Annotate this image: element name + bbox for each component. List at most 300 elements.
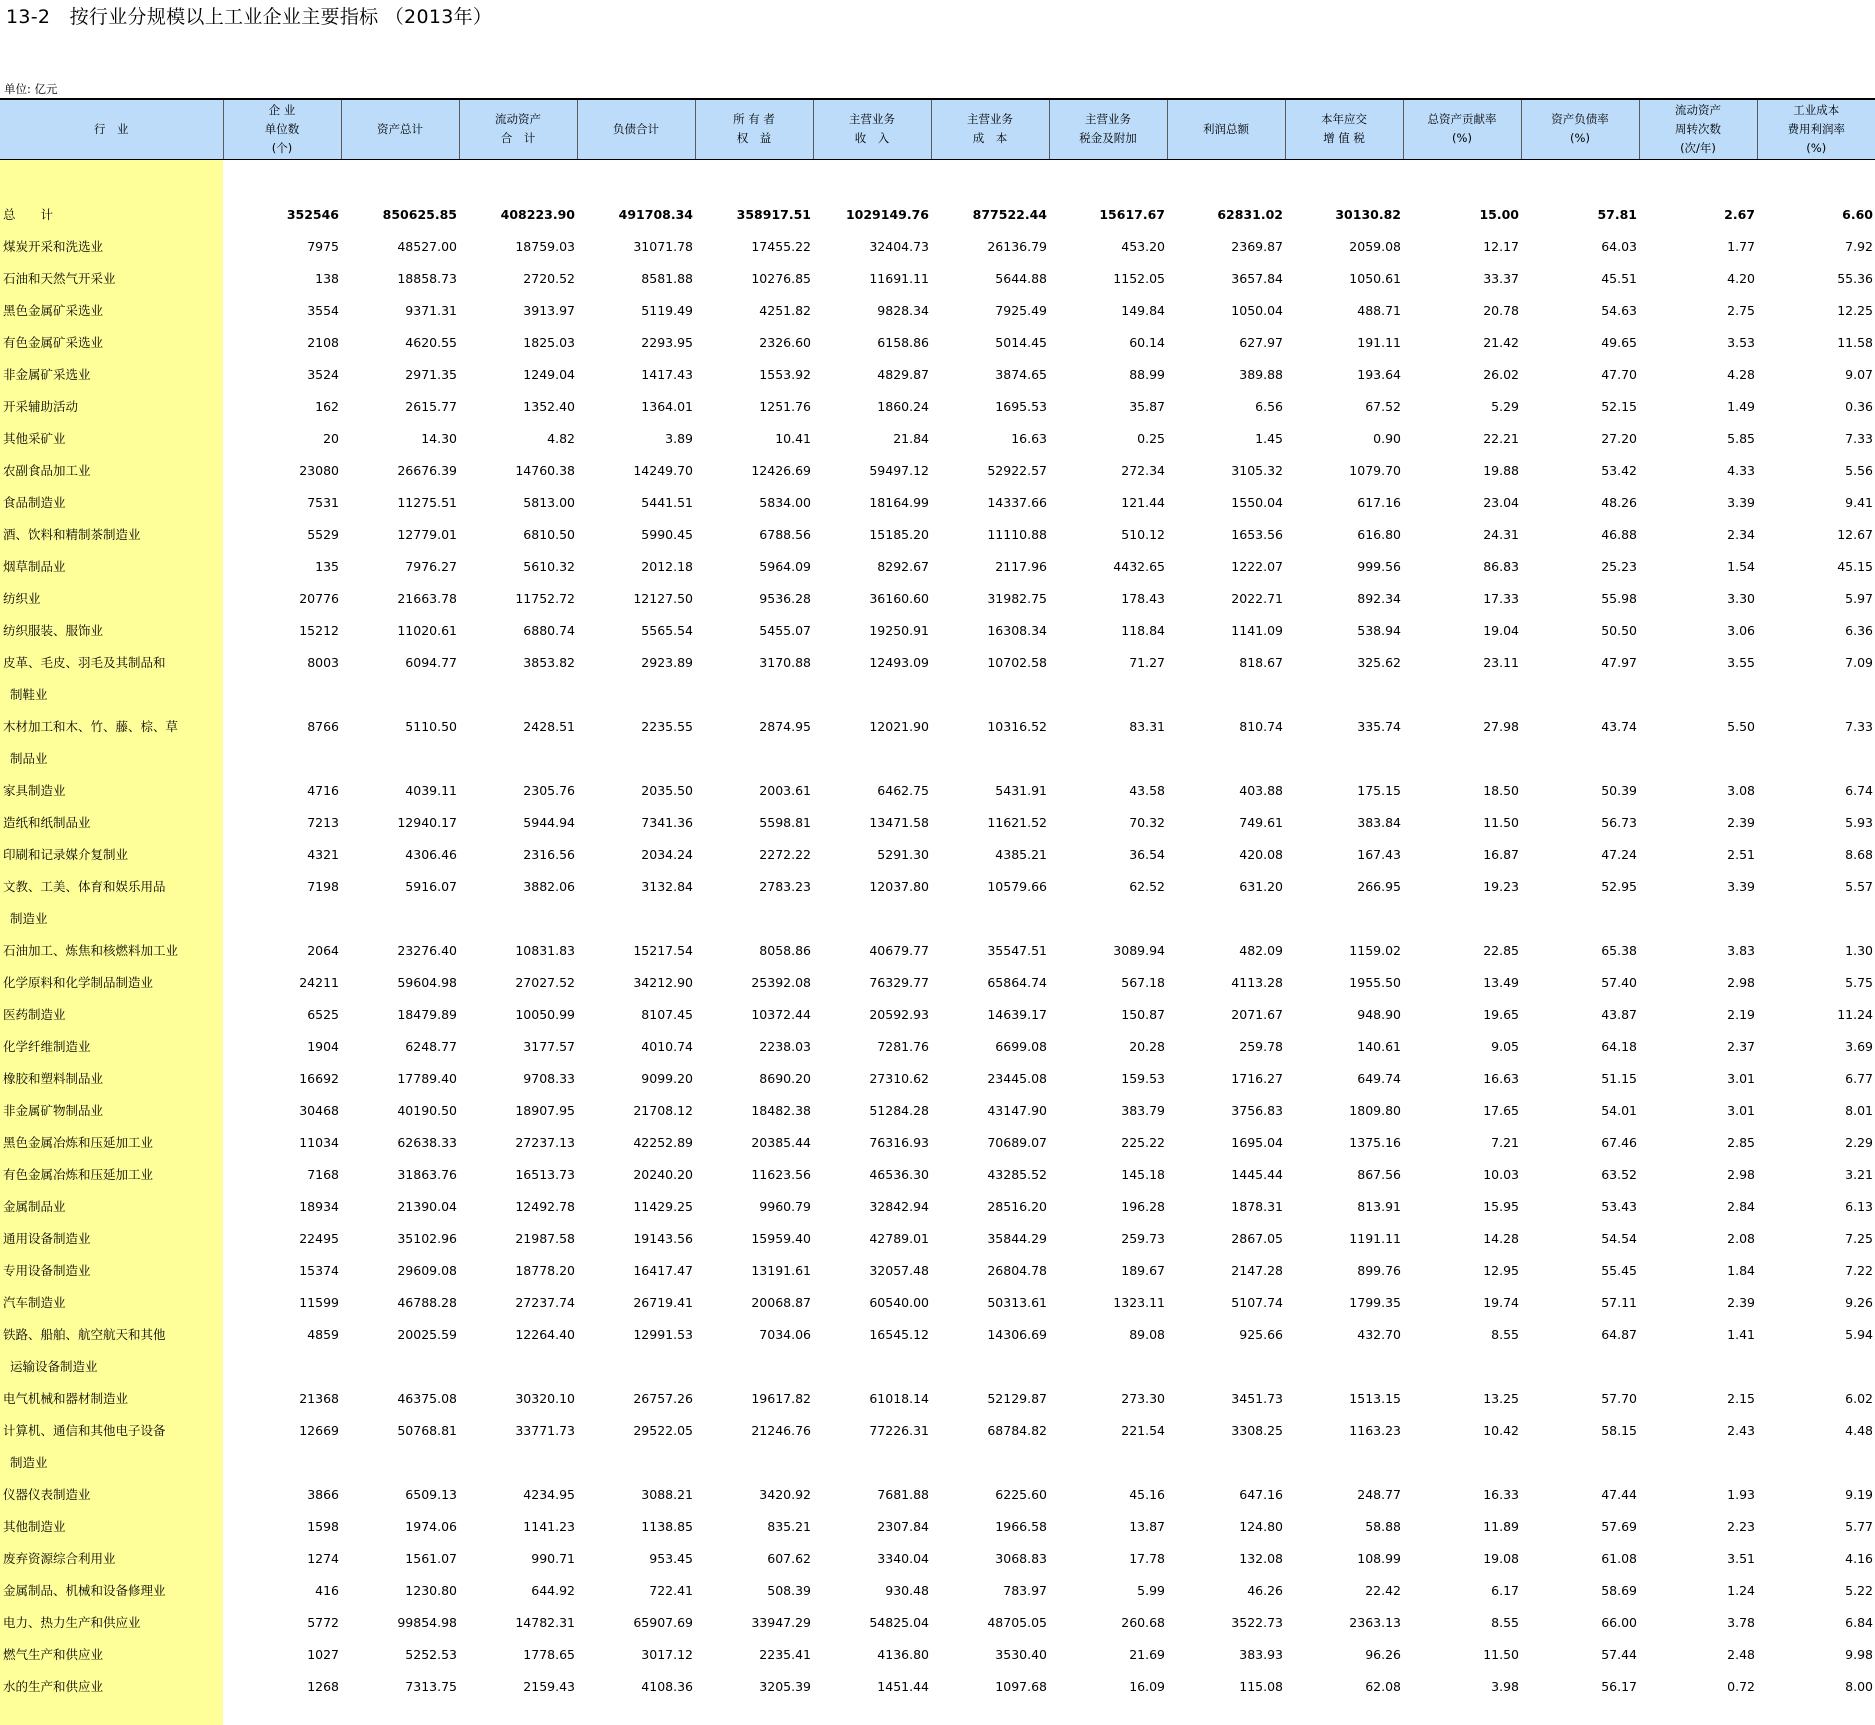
value-cell: 1141.09 bbox=[1231, 623, 1283, 638]
value-cell: 6248.77 bbox=[405, 1039, 457, 1054]
value-cell bbox=[1049, 159, 1167, 199]
value-cell: 6158.86 bbox=[877, 335, 929, 350]
value-cell: 3.55 bbox=[1727, 655, 1755, 670]
value-cell: 17455.22 bbox=[751, 239, 811, 254]
value-cell: 3.39 bbox=[1727, 879, 1755, 894]
column-header bbox=[223, 99, 341, 159]
value-cell bbox=[1757, 1351, 1875, 1383]
value-cell: 6.13 bbox=[1845, 1199, 1873, 1214]
value-cell: 20.78 bbox=[1483, 303, 1519, 318]
value-cell: 23.11 bbox=[1483, 655, 1519, 670]
value-cell: 33771.73 bbox=[515, 1423, 575, 1438]
value-cell: 5.22 bbox=[1845, 1583, 1873, 1598]
value-cell: 67.46 bbox=[1601, 1135, 1637, 1150]
value-cell: 5431.91 bbox=[995, 783, 1047, 798]
value-cell: 416 bbox=[315, 1583, 339, 1598]
value-cell: 1222.07 bbox=[1231, 559, 1283, 574]
value-cell: 54825.04 bbox=[869, 1615, 929, 1630]
value-cell: 55.98 bbox=[1601, 591, 1637, 606]
value-cell: 42789.01 bbox=[869, 1231, 929, 1246]
value-cell: 7531 bbox=[307, 495, 339, 510]
value-cell: 266.95 bbox=[1357, 879, 1401, 894]
industry-name: 家具制造业 bbox=[0, 775, 223, 807]
value-cell: 12426.69 bbox=[751, 463, 811, 478]
value-cell: 70689.07 bbox=[987, 1135, 1047, 1150]
value-cell: 2305.76 bbox=[523, 783, 575, 798]
value-cell: 1249.04 bbox=[523, 367, 575, 382]
value-cell bbox=[813, 1447, 931, 1479]
value-cell: 49.65 bbox=[1601, 335, 1637, 350]
value-cell: 11.58 bbox=[1837, 335, 1873, 350]
value-cell: 4039.11 bbox=[405, 783, 457, 798]
value-cell bbox=[223, 743, 341, 775]
value-cell: 953.45 bbox=[649, 1551, 693, 1566]
value-cell: 27027.52 bbox=[515, 975, 575, 990]
value-cell: 2272.22 bbox=[759, 847, 811, 862]
value-cell: 6.60 bbox=[1842, 207, 1873, 222]
spacer-row bbox=[0, 159, 1875, 199]
value-cell: 2034.24 bbox=[641, 847, 693, 862]
value-cell: 9.19 bbox=[1845, 1487, 1873, 1502]
value-cell: 325.62 bbox=[1357, 655, 1401, 670]
table-row bbox=[0, 967, 1875, 999]
value-cell bbox=[931, 679, 1049, 711]
value-cell: 8.55 bbox=[1491, 1615, 1519, 1630]
industry-name-continuation: 制品业 bbox=[0, 743, 223, 775]
value-cell: 10.03 bbox=[1483, 1167, 1519, 1182]
value-cell: 1027 bbox=[307, 1647, 339, 1662]
value-cell: 13191.61 bbox=[751, 1263, 811, 1278]
table-row bbox=[0, 1223, 1875, 1255]
value-cell: 17.78 bbox=[1129, 1551, 1165, 1566]
value-cell: 30468 bbox=[299, 1103, 339, 1118]
value-cell: 4859 bbox=[307, 1327, 339, 1342]
value-cell: 3530.40 bbox=[995, 1647, 1047, 1662]
value-cell: 6509.13 bbox=[405, 1487, 457, 1502]
value-cell bbox=[577, 743, 695, 775]
value-cell: 77226.31 bbox=[869, 1423, 929, 1438]
industry-name: 煤炭开采和洗选业 bbox=[0, 231, 223, 263]
value-cell bbox=[577, 1351, 695, 1383]
value-cell: 644.92 bbox=[531, 1583, 575, 1598]
table-row bbox=[0, 1127, 1875, 1159]
value-cell: 11275.51 bbox=[397, 495, 457, 510]
value-cell: 46.88 bbox=[1601, 527, 1637, 542]
header-row bbox=[0, 99, 1875, 159]
industry-name: 金属制品业 bbox=[0, 1191, 223, 1223]
value-cell: 64.87 bbox=[1601, 1327, 1637, 1342]
value-cell: 3017.12 bbox=[641, 1647, 693, 1662]
value-cell: 2.39 bbox=[1727, 815, 1755, 830]
header-text: 合 计 bbox=[500, 131, 536, 146]
value-cell: 403.88 bbox=[1239, 783, 1283, 798]
industry-name: 废弃资源综合利用业 bbox=[0, 1543, 223, 1575]
industry-name: 纺织服装、服饰业 bbox=[0, 615, 223, 647]
value-cell: 35.87 bbox=[1129, 399, 1165, 414]
value-cell: 6788.56 bbox=[759, 527, 811, 542]
industry-name: 化学纤维制造业 bbox=[0, 1031, 223, 1063]
header-text: 收 入 bbox=[854, 131, 890, 146]
value-cell bbox=[813, 1703, 931, 1725]
value-cell: 46.26 bbox=[1247, 1583, 1283, 1598]
value-cell bbox=[1167, 1351, 1285, 1383]
value-cell: 57.81 bbox=[1597, 207, 1637, 222]
value-cell bbox=[1285, 743, 1403, 775]
value-cell: 4829.87 bbox=[877, 367, 929, 382]
value-cell bbox=[459, 679, 577, 711]
value-cell bbox=[1639, 1351, 1757, 1383]
value-cell: 567.18 bbox=[1121, 975, 1165, 990]
indicator-table bbox=[0, 98, 1875, 1725]
value-cell: 22.42 bbox=[1365, 1583, 1401, 1598]
value-cell: 16692 bbox=[299, 1071, 339, 1086]
table-row bbox=[0, 1159, 1875, 1191]
value-cell: 10702.58 bbox=[987, 655, 1047, 670]
value-cell: 19.88 bbox=[1483, 463, 1519, 478]
table-row-continuation bbox=[0, 903, 1875, 935]
value-cell: 7.25 bbox=[1845, 1231, 1873, 1246]
industry-name: 石油加工、炼焦和核燃料加工业 bbox=[0, 935, 223, 967]
header-text: (个) bbox=[271, 140, 293, 155]
value-cell: 26.02 bbox=[1483, 367, 1519, 382]
value-cell: 16.87 bbox=[1483, 847, 1519, 862]
value-cell bbox=[1403, 1351, 1521, 1383]
value-cell: 1352.40 bbox=[523, 399, 575, 414]
value-cell: 631.20 bbox=[1239, 879, 1283, 894]
table-row bbox=[0, 1575, 1875, 1607]
value-cell: 2159.43 bbox=[523, 1679, 575, 1694]
header-text: 权 益 bbox=[736, 131, 772, 146]
value-cell: 5772 bbox=[307, 1615, 339, 1630]
table-row bbox=[0, 615, 1875, 647]
value-cell: 3.01 bbox=[1727, 1103, 1755, 1118]
value-cell bbox=[223, 903, 341, 935]
table-row bbox=[0, 1511, 1875, 1543]
value-cell: 358917.51 bbox=[736, 207, 811, 222]
row-label-cell bbox=[0, 1703, 223, 1725]
value-cell: 259.78 bbox=[1239, 1039, 1283, 1054]
value-cell bbox=[695, 1703, 813, 1725]
value-cell: 5990.45 bbox=[641, 527, 693, 542]
value-cell: 1323.11 bbox=[1113, 1295, 1165, 1310]
value-cell: 15959.40 bbox=[751, 1231, 811, 1246]
value-cell bbox=[1521, 1447, 1639, 1479]
value-cell: 21390.04 bbox=[397, 1199, 457, 1214]
value-cell: 2.51 bbox=[1727, 847, 1755, 862]
value-cell: 7.09 bbox=[1845, 655, 1873, 670]
value-cell: 1809.80 bbox=[1349, 1103, 1401, 1118]
value-cell: 389.88 bbox=[1239, 367, 1283, 382]
value-cell: 17.33 bbox=[1483, 591, 1519, 606]
value-cell: 2.37 bbox=[1727, 1039, 1755, 1054]
value-cell: 1513.15 bbox=[1349, 1391, 1401, 1406]
value-cell: 2.84 bbox=[1727, 1199, 1755, 1214]
value-cell: 53.42 bbox=[1601, 463, 1637, 478]
value-cell: 5.29 bbox=[1491, 399, 1519, 414]
industry-name: 专用设备制造业 bbox=[0, 1255, 223, 1287]
column-header bbox=[813, 99, 931, 159]
value-cell: 22.21 bbox=[1483, 431, 1519, 446]
value-cell: 3874.65 bbox=[995, 367, 1047, 382]
value-cell: 408223.90 bbox=[500, 207, 575, 222]
value-cell: 2.98 bbox=[1727, 975, 1755, 990]
value-cell: 61018.14 bbox=[869, 1391, 929, 1406]
value-cell: 482.09 bbox=[1239, 943, 1283, 958]
value-cell: 7034.06 bbox=[759, 1327, 811, 1342]
value-cell: 4385.21 bbox=[995, 847, 1047, 862]
value-cell: 26804.78 bbox=[987, 1263, 1047, 1278]
value-cell: 5.94 bbox=[1845, 1327, 1873, 1342]
value-cell: 46536.30 bbox=[869, 1167, 929, 1182]
value-cell: 4.82 bbox=[547, 431, 575, 446]
value-cell: 783.97 bbox=[1003, 1583, 1047, 1598]
value-cell: 2064 bbox=[307, 943, 339, 958]
value-cell: 3.08 bbox=[1727, 783, 1755, 798]
value-cell: 7.21 bbox=[1491, 1135, 1519, 1150]
value-cell: 3105.32 bbox=[1231, 463, 1283, 478]
value-cell: 8.55 bbox=[1491, 1327, 1519, 1342]
industry-name: 非金属矿采选业 bbox=[0, 359, 223, 391]
value-cell: 5813.00 bbox=[523, 495, 575, 510]
header-text: 负债合计 bbox=[613, 121, 659, 136]
value-cell: 12.17 bbox=[1483, 239, 1519, 254]
value-cell: 3913.97 bbox=[523, 303, 575, 318]
value-cell bbox=[931, 1447, 1049, 1479]
value-cell: 1974.06 bbox=[405, 1519, 457, 1534]
value-cell: 140.61 bbox=[1357, 1039, 1401, 1054]
value-cell: 25392.08 bbox=[751, 975, 811, 990]
value-cell: 59604.98 bbox=[397, 975, 457, 990]
value-cell: 64.18 bbox=[1601, 1039, 1637, 1054]
value-cell: 175.15 bbox=[1357, 783, 1401, 798]
table-body bbox=[0, 159, 1875, 1725]
value-cell: 14337.66 bbox=[987, 495, 1047, 510]
value-cell: 2923.89 bbox=[641, 655, 693, 670]
table-row bbox=[0, 263, 1875, 295]
value-cell: 7.92 bbox=[1845, 239, 1873, 254]
table-row bbox=[0, 999, 1875, 1031]
value-cell: 1141.23 bbox=[523, 1519, 575, 1534]
industry-name: 金属制品、机械和设备修理业 bbox=[0, 1575, 223, 1607]
value-cell: 53.43 bbox=[1601, 1199, 1637, 1214]
value-cell: 145.18 bbox=[1121, 1167, 1165, 1182]
value-cell: 14.30 bbox=[421, 431, 457, 446]
value-cell: 4136.80 bbox=[877, 1647, 929, 1662]
value-cell: 18479.89 bbox=[397, 1007, 457, 1022]
industry-name-continuation: 制鞋业 bbox=[0, 679, 223, 711]
value-cell bbox=[1285, 159, 1403, 199]
value-cell: 1716.27 bbox=[1231, 1071, 1283, 1086]
table-row bbox=[0, 455, 1875, 487]
table-row bbox=[0, 935, 1875, 967]
value-cell: 21.42 bbox=[1483, 335, 1519, 350]
value-cell bbox=[341, 903, 459, 935]
value-cell: 15.95 bbox=[1483, 1199, 1519, 1214]
value-cell: 5529 bbox=[307, 527, 339, 542]
value-cell bbox=[695, 743, 813, 775]
value-cell: 16545.12 bbox=[869, 1327, 929, 1342]
value-cell: 30130.82 bbox=[1335, 207, 1401, 222]
value-cell: 6.36 bbox=[1845, 623, 1873, 638]
value-cell: 1955.50 bbox=[1349, 975, 1401, 990]
value-cell: 453.20 bbox=[1121, 239, 1165, 254]
value-cell bbox=[459, 159, 577, 199]
value-cell: 5.99 bbox=[1137, 1583, 1165, 1598]
table-row bbox=[0, 327, 1875, 359]
value-cell: 58.88 bbox=[1365, 1519, 1401, 1534]
value-cell bbox=[1403, 159, 1521, 199]
value-cell bbox=[1639, 1703, 1757, 1725]
industry-name: 石油和天然气开采业 bbox=[0, 263, 223, 295]
value-cell: 1.93 bbox=[1727, 1487, 1755, 1502]
header-text: 主营业务 bbox=[849, 112, 895, 127]
value-cell: 47.44 bbox=[1601, 1487, 1637, 1502]
value-cell bbox=[1403, 903, 1521, 935]
value-cell: 66.00 bbox=[1601, 1615, 1637, 1630]
value-cell: 1878.31 bbox=[1231, 1199, 1283, 1214]
value-cell: 867.56 bbox=[1357, 1167, 1401, 1182]
value-cell: 1778.65 bbox=[523, 1647, 575, 1662]
value-cell: 57.40 bbox=[1601, 975, 1637, 990]
value-cell: 47.24 bbox=[1601, 847, 1637, 862]
value-cell: 1.49 bbox=[1727, 399, 1755, 414]
value-cell: 2.34 bbox=[1727, 527, 1755, 542]
value-cell bbox=[1167, 743, 1285, 775]
value-cell: 70.32 bbox=[1129, 815, 1165, 830]
value-cell: 12940.17 bbox=[397, 815, 457, 830]
value-cell: 3882.06 bbox=[523, 879, 575, 894]
value-cell: 2428.51 bbox=[523, 719, 575, 734]
table-row bbox=[0, 359, 1875, 391]
value-cell: 0.36 bbox=[1845, 399, 1873, 414]
value-cell: 43.87 bbox=[1601, 1007, 1637, 1022]
value-cell: 9371.31 bbox=[405, 303, 457, 318]
value-cell: 5565.54 bbox=[641, 623, 693, 638]
industry-name: 铁路、船舶、航空航天和其他 bbox=[0, 1319, 223, 1351]
value-cell bbox=[577, 903, 695, 935]
value-cell: 18778.20 bbox=[515, 1263, 575, 1278]
industry-name: 印刷和记录媒介复制业 bbox=[0, 839, 223, 871]
value-cell: 4113.28 bbox=[1231, 975, 1283, 990]
value-cell: 16.33 bbox=[1483, 1487, 1519, 1502]
value-cell bbox=[1403, 679, 1521, 711]
value-cell: 48.26 bbox=[1601, 495, 1637, 510]
value-cell: 7341.36 bbox=[641, 815, 693, 830]
value-cell bbox=[1521, 743, 1639, 775]
header-text: 增 值 税 bbox=[1323, 131, 1365, 146]
value-cell: 2720.52 bbox=[523, 271, 575, 286]
value-cell: 510.12 bbox=[1121, 527, 1165, 542]
value-cell: 36160.60 bbox=[869, 591, 929, 606]
value-cell: 167.43 bbox=[1357, 847, 1401, 862]
value-cell: 43.74 bbox=[1601, 719, 1637, 734]
value-cell: 3.39 bbox=[1727, 495, 1755, 510]
value-cell: 89.08 bbox=[1129, 1327, 1165, 1342]
value-cell bbox=[931, 1703, 1049, 1725]
value-cell: 1079.70 bbox=[1349, 463, 1401, 478]
value-cell: 13.87 bbox=[1129, 1519, 1165, 1534]
industry-name: 其他采矿业 bbox=[0, 423, 223, 455]
value-cell: 3.89 bbox=[665, 431, 693, 446]
value-cell: 1966.58 bbox=[995, 1519, 1047, 1534]
value-cell: 11599 bbox=[299, 1295, 339, 1310]
value-cell: 352546 bbox=[286, 207, 339, 222]
value-cell: 3170.88 bbox=[759, 655, 811, 670]
value-cell: 4108.36 bbox=[641, 1679, 693, 1694]
value-cell bbox=[223, 1351, 341, 1383]
value-cell bbox=[813, 1351, 931, 1383]
value-cell: 7976.27 bbox=[405, 559, 457, 574]
value-cell: 115.08 bbox=[1239, 1679, 1283, 1694]
value-cell bbox=[695, 1351, 813, 1383]
value-cell: 193.64 bbox=[1357, 367, 1401, 382]
value-cell: 45.51 bbox=[1601, 271, 1637, 286]
value-cell: 20385.44 bbox=[751, 1135, 811, 1150]
industry-name: 其他制造业 bbox=[0, 1511, 223, 1543]
value-cell: 1364.01 bbox=[641, 399, 693, 414]
industry-name: 皮革、毛皮、羽毛及其制品和 bbox=[0, 647, 223, 679]
value-cell: 335.74 bbox=[1357, 719, 1401, 734]
table-row-continuation bbox=[0, 679, 1875, 711]
industry-name: 木材加工和木、竹、藤、棕、草 bbox=[0, 711, 223, 743]
value-cell: 1191.11 bbox=[1349, 1231, 1401, 1246]
value-cell: 6462.75 bbox=[877, 783, 929, 798]
value-cell: 1.54 bbox=[1727, 559, 1755, 574]
value-cell: 813.91 bbox=[1357, 1199, 1401, 1214]
value-cell: 7168 bbox=[307, 1167, 339, 1182]
table-row bbox=[0, 1639, 1875, 1671]
industry-name: 非金属矿物制品业 bbox=[0, 1095, 223, 1127]
value-cell: 5964.09 bbox=[759, 559, 811, 574]
value-cell: 3308.25 bbox=[1231, 1423, 1283, 1438]
value-cell: 5.93 bbox=[1845, 815, 1873, 830]
value-cell: 2783.23 bbox=[759, 879, 811, 894]
industry-name: 总 计 bbox=[0, 199, 223, 231]
value-cell: 35547.51 bbox=[987, 943, 1047, 958]
value-cell bbox=[1049, 903, 1167, 935]
value-cell: 1.77 bbox=[1727, 239, 1755, 254]
value-cell: 2.43 bbox=[1727, 1423, 1755, 1438]
header-text: (%) bbox=[1570, 131, 1590, 146]
value-cell bbox=[341, 679, 459, 711]
value-cell: 67.52 bbox=[1365, 399, 1401, 414]
value-cell: 5916.07 bbox=[405, 879, 457, 894]
value-cell: 749.61 bbox=[1239, 815, 1283, 830]
value-cell bbox=[577, 1447, 695, 1479]
value-cell: 11.89 bbox=[1483, 1519, 1519, 1534]
value-cell: 491708.34 bbox=[618, 207, 693, 222]
value-cell: 10831.83 bbox=[515, 943, 575, 958]
value-cell: 10.42 bbox=[1483, 1423, 1519, 1438]
value-cell: 35102.96 bbox=[397, 1231, 457, 1246]
value-cell: 25.23 bbox=[1601, 559, 1637, 574]
header-text: 税金及附加 bbox=[1079, 131, 1137, 146]
header-text: 本年应交 bbox=[1321, 112, 1367, 127]
unit-label: 单位: 亿元 bbox=[4, 82, 58, 96]
value-cell: 27310.62 bbox=[869, 1071, 929, 1086]
value-cell bbox=[1285, 1447, 1403, 1479]
value-cell: 3.51 bbox=[1727, 1551, 1755, 1566]
value-cell: 2071.67 bbox=[1231, 1007, 1283, 1022]
value-cell: 647.16 bbox=[1239, 1487, 1283, 1502]
value-cell: 5455.07 bbox=[759, 623, 811, 638]
value-cell: 17789.40 bbox=[397, 1071, 457, 1086]
value-cell bbox=[577, 679, 695, 711]
header-text: 单位数 bbox=[264, 121, 300, 136]
value-cell: 1050.61 bbox=[1349, 271, 1401, 286]
value-cell: 55.45 bbox=[1601, 1263, 1637, 1278]
value-cell: 7198 bbox=[307, 879, 339, 894]
